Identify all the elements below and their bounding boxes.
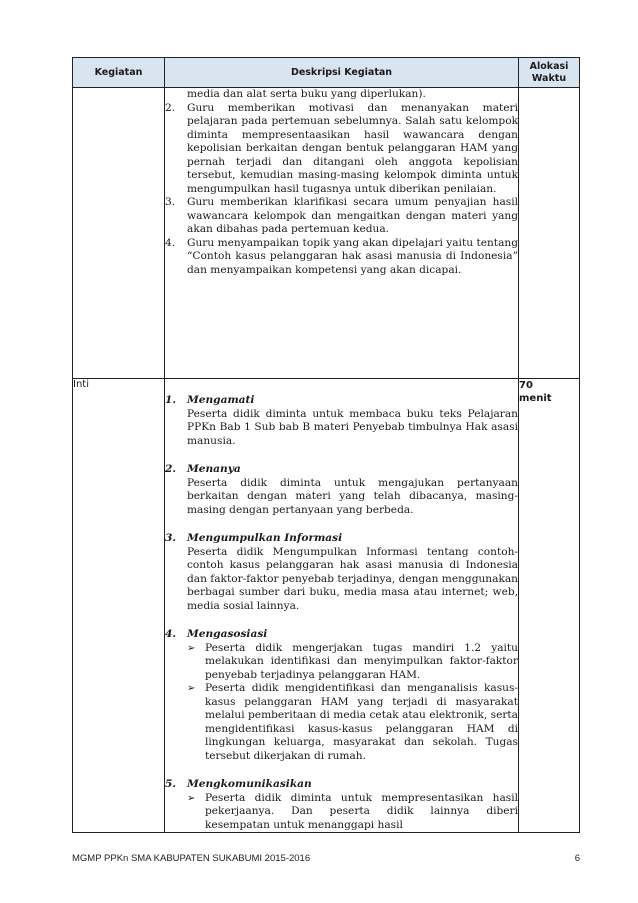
- arrow-bullet-icon: ➢: [187, 683, 196, 694]
- table-header-row: [73, 58, 580, 88]
- list-item: [165, 102, 518, 197]
- page-footer: [72, 853, 580, 864]
- item-text: Guru menyampaikan topik yang akan dipelajari yaitu tentang “Contoh kasus pelanggaran hak asasi manusia di Indonesia” dan menyampaikan kompetensi yang akan dicapai.: [187, 236, 518, 276]
- lesson-plan-table: [72, 57, 580, 833]
- step-body: Peserta didik diminta untuk mengajukan pertanyaan berkaitan dengan materi yang telah dibacanya, masing-masing dengan pertanyaan yang berbeda.: [187, 476, 518, 516]
- list-item: [165, 196, 518, 237]
- item-number: 2.: [165, 101, 176, 114]
- bullet-item: [183, 792, 518, 833]
- step-mengumpulkan-informasi: [165, 532, 518, 613]
- cell-kegiatan-empty: [73, 88, 165, 379]
- list-item: [165, 237, 518, 278]
- cell-alokasi-empty: [519, 88, 580, 379]
- alloc-minutes-unit: menit: [519, 393, 552, 404]
- step-title: Mengkomunikasikan: [187, 778, 312, 790]
- bullet-text: Peserta didik mengerjakan tugas mandiri 1.2 yaitu melakukan identifikasi dan menyimpulkan faktor-faktor penyebab terjadinya pelanggaran HAM.: [205, 641, 518, 681]
- step-mengasosiasi: [165, 628, 518, 763]
- step-body: Peserta didik Mengumpulkan Informasi tentang contoh-contoh kasus pelanggaran hak asasi manusia di Indonesia dan faktor-faktor penyebab terjadinya, dengan menggunakan berbagai sumber dari buku, media masa atau internet; web, media sosial lainnya.: [187, 545, 518, 612]
- item-text: Guru memberikan motivasi dan menanyakan materi pelajaran pada pertemuan sebelumnya. Salah satu kelompok diminta mempresentaasikan hasil wawancara dengan kepolisian berkaitan dengan bentuk pelanggaran HAM yang pernah terjadi dan ditangani oleh anggota kepolisian tersebut, kemudian masing-masing kelompok diminta untuk mengumpulkan hasil tugasnya untuk diberikan penilaian.: [187, 101, 518, 195]
- table-row-pendahuluan: [73, 88, 580, 379]
- step-number: 5.: [165, 778, 177, 790]
- step-title: Mengamati: [187, 394, 255, 406]
- page-number: 6: [574, 853, 580, 864]
- step-title: Menanya: [187, 463, 241, 475]
- step-number: 1.: [165, 394, 177, 406]
- step-mengamati: [165, 394, 518, 448]
- item-number: 3.: [165, 196, 176, 208]
- alloc-minutes-value: 70: [519, 380, 533, 391]
- cell-deskripsi-pendahuluan: [165, 88, 519, 379]
- bullet-text: Peserta didik mengidentifikasi dan menganalisis kasus-kasus pelanggaran HAM yang terjadi di masyarakat melalui pemberitaan di media cetak atau elektronik, serta mengidentifikasi kasus-kasus pelanggaran HAM di lingkungan keluarga, masyarakat dan sekolah. Tugas tersebut dikerjakan di rumah.: [205, 682, 518, 762]
- step-menanya: [165, 463, 518, 517]
- footer-text: MGMP PPKn SMA KABUPATEN SUKABUMI 2015-2016: [72, 853, 311, 864]
- bullet-text: Peserta didik diminta untuk mempresentasikan hasil pekerjaanya. Dan peserta didik lainnya diberi kesempatan untuk menanggapi hasil: [205, 791, 518, 831]
- step-number: 2.: [165, 463, 177, 475]
- step-number: 4.: [165, 628, 177, 640]
- cell-kegiatan-inti: Inti: [73, 379, 165, 833]
- step-title: Mengumpulkan Informasi: [187, 532, 343, 544]
- step-body: Peserta didik diminta untuk membaca buku teks Pelajaran PPKn Bab 1 Sub bab B materi Penyebab timbulnya Hak asasi manusia.: [187, 407, 518, 447]
- step-title: Mengasosiasi: [187, 628, 268, 640]
- continuation-text: media dan alat serta buku yang diperlukan).: [187, 88, 426, 100]
- header-kegiatan: Kegiatan: [73, 58, 165, 88]
- step-number: 3.: [165, 532, 177, 544]
- bullet-item: [183, 682, 518, 763]
- cell-deskripsi-inti: [165, 379, 519, 833]
- arrow-bullet-icon: ➢: [187, 642, 196, 654]
- item-text: Guru memberikan klarifikasi secara umum penyajian hasil wawancara kelompok dan mengaitkan dengan materi yang akan dibahas pada pertemuan kedua.: [187, 196, 518, 235]
- header-alokasi: Alokasi Waktu: [519, 58, 580, 88]
- bullet-item: [183, 642, 518, 683]
- step-mengkomunikasikan: [165, 778, 518, 832]
- arrow-bullet-icon: ➢: [187, 792, 196, 804]
- table-row-inti: [73, 379, 580, 833]
- cell-alokasi-inti: [519, 379, 580, 833]
- list-item: [165, 88, 518, 102]
- header-deskripsi: Deskripsi Kegiatan: [165, 58, 519, 88]
- item-number: 4.: [165, 236, 176, 249]
